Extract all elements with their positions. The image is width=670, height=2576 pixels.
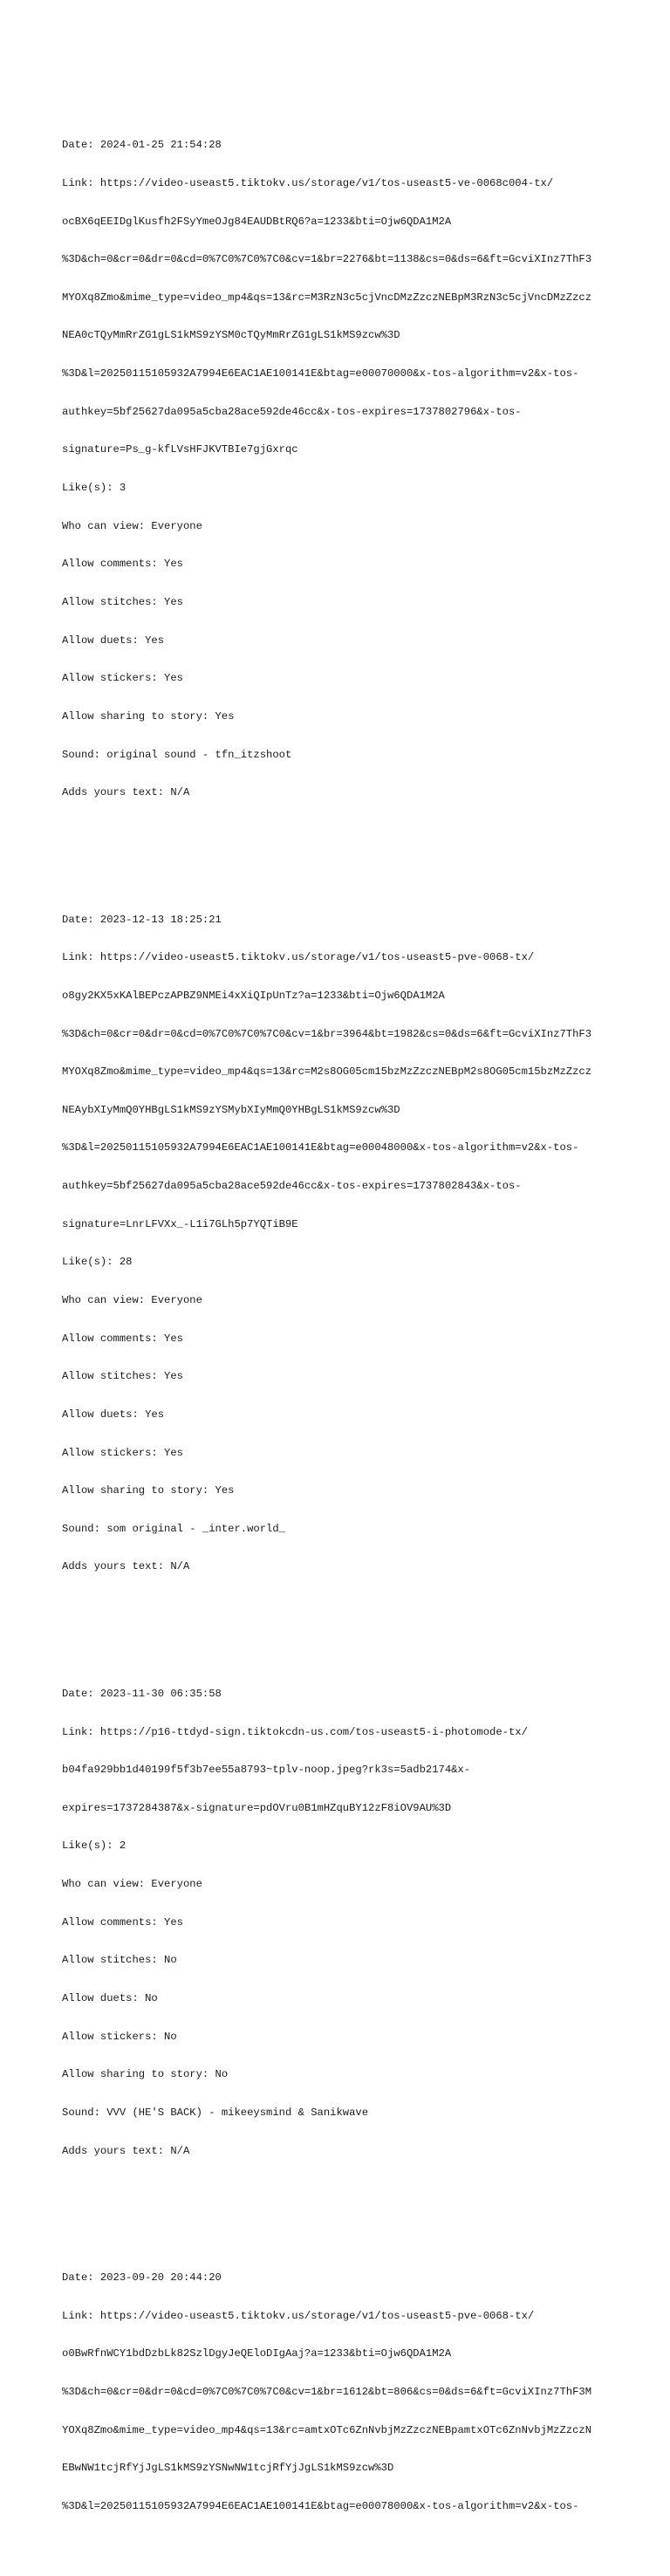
entry-who-can-view: Who can view: Everyone <box>62 1878 202 1891</box>
entry-allow-stickers: Allow stickers: No <box>62 2030 177 2043</box>
entry-link-line: ocBX6qEEIDglKusfh2FSyYmeOJg84EAUDBtRQ6?a=1233&bti=Ojw6QDA1M2A <box>62 215 452 228</box>
entry-link-line: MYOXq8Zmo&mime_type=video_mp4&qs=13&rc=M3RzN3c5cjVncDMzZzczNEBpM3RzN3c5cjVncDMzZzcz <box>62 291 592 304</box>
entry-allow-duets: Allow duets: No <box>62 1992 158 2005</box>
entry-allow-stickers: Allow stickers: Yes <box>62 672 183 685</box>
entry-date: Date: 2024-01-25 21:54:28 <box>62 139 222 152</box>
entry-link-line: Link: https://video-useast5.tiktokv.us/storage/v1/tos-useast5-pve-0068-tx/ <box>62 951 535 964</box>
post-entry <box>62 1662 664 2182</box>
entry-link-line: Link: https://p16-ttdyd-sign.tiktokcdn-us.com/tos-useast5-i-photomode-tx/ <box>62 1725 528 1738</box>
post-entry <box>62 113 664 825</box>
entry-sound: Sound: original sound - tfn_itzshoot <box>62 748 292 761</box>
entry-allow-stitches: Allow stitches: No <box>62 1954 177 1967</box>
entry-date: Date: 2023-11-30 06:35:58 <box>62 1687 222 1700</box>
entry-link-line: %3D&ch=0&cr=0&dr=0&cd=0%7C0%7C0%7C0&cv=1&br=1612&bt=806&cs=0&ds=6&ft=GcviXInz7ThF3M <box>62 2385 592 2398</box>
entry-link-line: MYOXq8Zmo&mime_type=video_mp4&qs=13&rc=M2s8OG05cm15bzMzZzczNEBpM2s8OG05cm15bzMzZzcz <box>62 1065 592 1079</box>
entry-link-line: signature=LnrLFVXx_-L1i7GLh5p7YQTiB9E <box>62 1217 298 1230</box>
entry-sound: Sound: VVV (HE'S BACK) - mikeeysmind & Sanikwave <box>62 2106 369 2119</box>
entry-link-line: Link: https://video-useast5.tiktokv.us/storage/v1/tos-useast5-pve-0068-tx/ <box>62 2309 535 2322</box>
post-entry <box>62 888 664 1600</box>
entry-allow-stitches: Allow stitches: Yes <box>62 1370 183 1383</box>
entry-link-line: %3D&l=20250115105932A7994E6EAC1AE100141E&btag=e00070000&x-tos-algorithm=v2&x-tos- <box>62 367 579 380</box>
entry-link-line: o0BwRfnWCY1bdDzbLk82SzlDgyJeQEloDIgAaj?a=1233&bti=Ojw6QDA1M2A <box>62 2347 452 2360</box>
entry-link-line: %3D&l=20250115105932A7994E6EAC1AE100141E&btag=e00078000&x-tos-algorithm=v2&x-tos- <box>62 2499 579 2512</box>
entry-allow-stitches: Allow stitches: Yes <box>62 595 183 608</box>
entry-allow-comments: Allow comments: Yes <box>62 1332 183 1345</box>
entry-link-line: EBwNW1tcjRfYjJgLS1kMS9zYSNwNW1tcjRfYjJgLS1kMS9zcw%3D <box>62 2462 394 2475</box>
entry-link-line: authkey=5bf25627da095a5cba28ace592de46cc&x-tos-expires=1737802843&x-tos- <box>62 1180 522 1193</box>
entry-adds-yours: Adds yours text: N/A <box>62 786 190 799</box>
entry-link-line: %3D&l=20250115105932A7994E6EAC1AE100141E&btag=e00048000&x-tos-algorithm=v2&x-tos- <box>62 1141 579 1154</box>
entry-adds-yours: Adds yours text: N/A <box>62 2144 190 2157</box>
entry-date: Date: 2023-09-20 20:44:20 <box>62 2271 222 2285</box>
entry-who-can-view: Who can view: Everyone <box>62 1294 202 1306</box>
entry-likes: Like(s): 28 <box>62 1256 133 1269</box>
entry-link-line: NEA0cTQyMmRrZG1gLS1kMS9zYSM0cTQyMmRrZG1gLS1kMS9zcw%3D <box>62 329 400 342</box>
entry-allow-sharing: Allow sharing to story: Yes <box>62 709 235 723</box>
entry-link-line: %3D&ch=0&cr=0&dr=0&cd=0%7C0%7C0%7C0&cv=1&br=3964&bt=1982&cs=0&ds=6&ft=GcviXInz7ThF3 <box>62 1027 592 1040</box>
entry-link-line: Link: https://video-useast5.tiktokv.us/storage/v1/tos-useast5-ve-0068c004-tx/ <box>62 176 554 189</box>
post-entry <box>62 2246 664 2538</box>
entry-adds-yours: Adds yours text: N/A <box>62 1560 190 1573</box>
entry-allow-comments: Allow comments: Yes <box>62 558 183 571</box>
entry-allow-sharing: Allow sharing to story: Yes <box>62 1484 235 1497</box>
entry-link-line: signature=Ps_g-kfLVsHFJKVTBIe7gjGxrqc <box>62 443 298 456</box>
entry-allow-comments: Allow comments: Yes <box>62 1915 183 1929</box>
entry-link-line: %3D&ch=0&cr=0&dr=0&cd=0%7C0%7C0%7C0&cv=1&br=2276&bt=1138&cs=0&ds=6&ft=GcviXInz7ThF3 <box>62 253 592 266</box>
entry-likes: Like(s): 3 <box>62 482 126 495</box>
entry-allow-sharing: Allow sharing to story: No <box>62 2068 229 2081</box>
entry-allow-duets: Allow duets: Yes <box>62 1408 165 1421</box>
document-page <box>62 63 664 2576</box>
entry-date: Date: 2023-12-13 18:25:21 <box>62 913 222 926</box>
entry-allow-duets: Allow duets: Yes <box>62 634 165 647</box>
entry-link-line: b04fa929bb1d40199f5f3b7ee55a8793~tplv-noop.jpeg?rk3s=5adb2174&x- <box>62 1764 471 1777</box>
entry-likes: Like(s): 2 <box>62 1840 126 1853</box>
entry-link-line: expires=1737284387&x-signature=pdOVru0B1mHZquBY12zF8iOV9AU%3D <box>62 1801 452 1814</box>
entry-link-line: YOXq8Zmo&mime_type=video_mp4&qs=13&rc=amtxOTc6ZnNvbjMzZzczNEBpamtxOTc6ZnNvbjMzZzczN <box>62 2423 592 2436</box>
entry-allow-stickers: Allow stickers: Yes <box>62 1446 183 1459</box>
entry-who-can-view: Who can view: Everyone <box>62 519 202 532</box>
entry-link-line: authkey=5bf25627da095a5cba28ace592de46cc&x-tos-expires=1737802796&x-tos- <box>62 405 522 418</box>
entry-sound: Sound: som original - _inter.world_ <box>62 1522 285 1535</box>
entry-link-line: o8gy2KX5xKAlBEPczAPBZ9NMEi4xXiQIpUnTz?a=1233&bti=Ojw6QDA1M2A <box>62 989 445 1002</box>
entry-link-line: NEAybXIyMmQ0YHBgLS1kMS9zYSMybXIyMmQ0YHBgLS1kMS9zcw%3D <box>62 1103 400 1116</box>
